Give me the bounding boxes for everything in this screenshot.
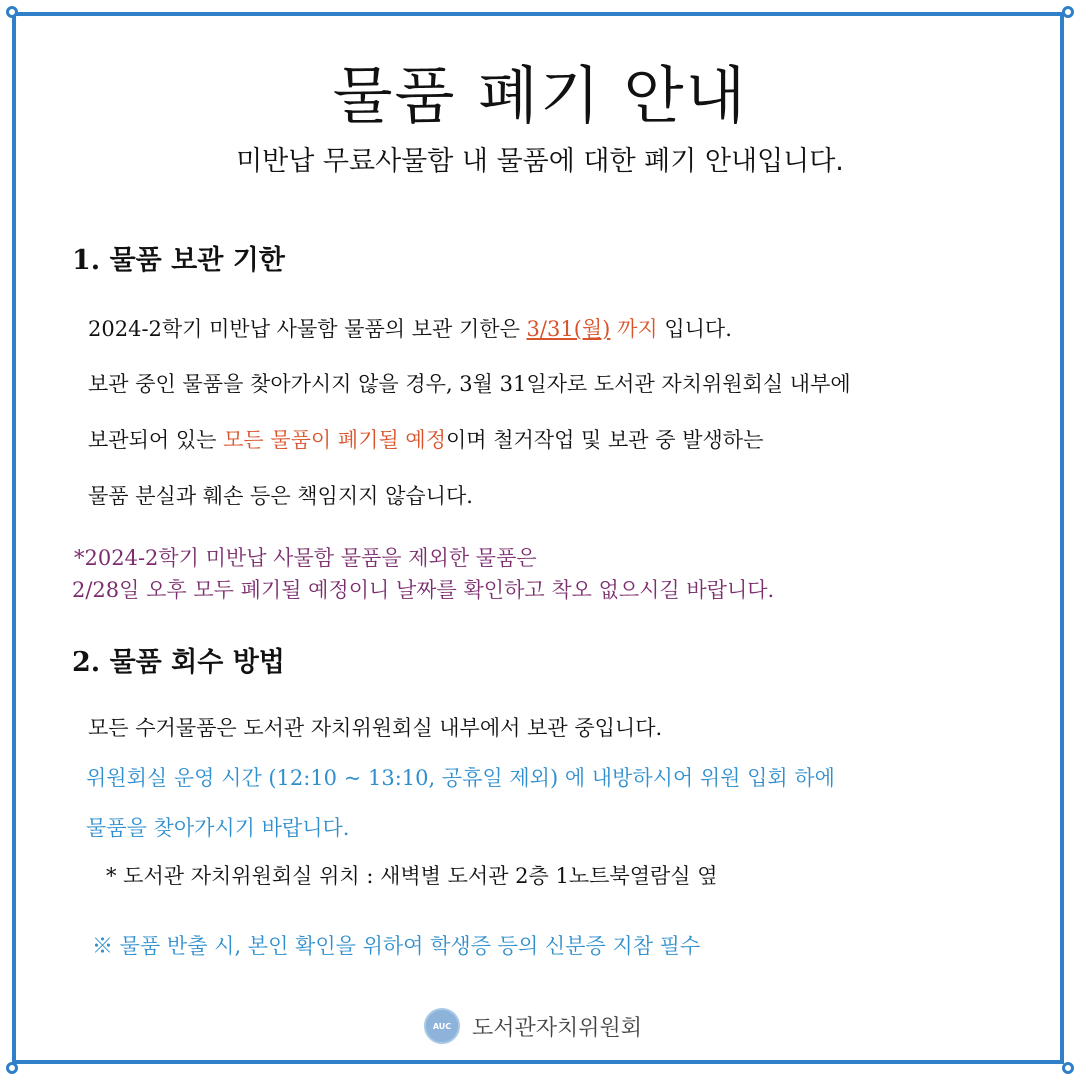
- footer-logo: [424, 1006, 642, 1046]
- section1-line2: 보관 중인 물품을 찾아가시지 않을 경우, 3월 31일자로 도서관 자치위원회실 내부에: [88, 372, 851, 396]
- id-required-notice: ※ 물품 반출 시, 본인 확인을 위하여 학생증 등의 신분증 지참 필수: [92, 934, 701, 958]
- section1-line1-pre: 2024-2학기 미반납 사물함 물품의 보관 기한은: [88, 317, 520, 341]
- committee-logo-icon: AUC: [424, 1008, 460, 1044]
- section1-line4: 물품 분실과 훼손 등은 책임지지 않습니다.: [88, 484, 473, 508]
- section2-line2: 위원회실 운영 시간 (12:10 ~ 13:10, 공휴일 제외) 에 내방하시어 위원 입회 하에: [86, 766, 835, 790]
- note-line2: 2/28일 오후 모두 폐기될 예정이니 날짜를 확인하고 착오 없으시길 바랍니다.: [72, 578, 775, 602]
- page-subtitle: 미반납 무료사물함 내 물품에 대한 폐기 안내입니다.: [236, 146, 844, 177]
- disposal-highlight: 모든 물품이 폐기될 예정: [223, 428, 446, 452]
- retention-deadline-until: 까지: [617, 317, 658, 341]
- footer-logo-text: 도서관자치위원회: [472, 1015, 643, 1041]
- note-line1: *2024-2학기 미반납 사물함 물품을 제외한 물품은: [74, 546, 537, 570]
- section1-heading: 1. 물품 보관 기한: [72, 245, 285, 276]
- corner-dot-bottom-left: [6, 1062, 18, 1074]
- page-title: 물품 폐기 안내: [332, 59, 748, 132]
- section2-heading: 2. 물품 회수 방법: [72, 647, 285, 678]
- room-location: * 도서관 자치위원회실 위치 : 새벽별 도서관 2층 1노트북열람실 옆: [106, 864, 718, 888]
- section1-line3-pre: 보관되어 있는: [88, 428, 217, 452]
- retention-deadline-date: 3/31(월): [526, 317, 611, 341]
- section1-line3: [88, 424, 763, 454]
- section1-line3-post: 이며 철거작업 및 보관 중 발생하는: [445, 428, 764, 452]
- section1-line1: [88, 313, 732, 343]
- corner-dot-top-right: [1062, 6, 1074, 18]
- corner-dot-top-left: [6, 6, 18, 18]
- section2-line3: 물품을 찾아가시기 바랍니다.: [86, 816, 350, 840]
- section2-line1: 모든 수거물품은 도서관 자치위원회실 내부에서 보관 중입니다.: [88, 716, 663, 740]
- section1-line1-post: 입니다.: [664, 317, 732, 341]
- corner-dot-bottom-right: [1062, 1062, 1074, 1074]
